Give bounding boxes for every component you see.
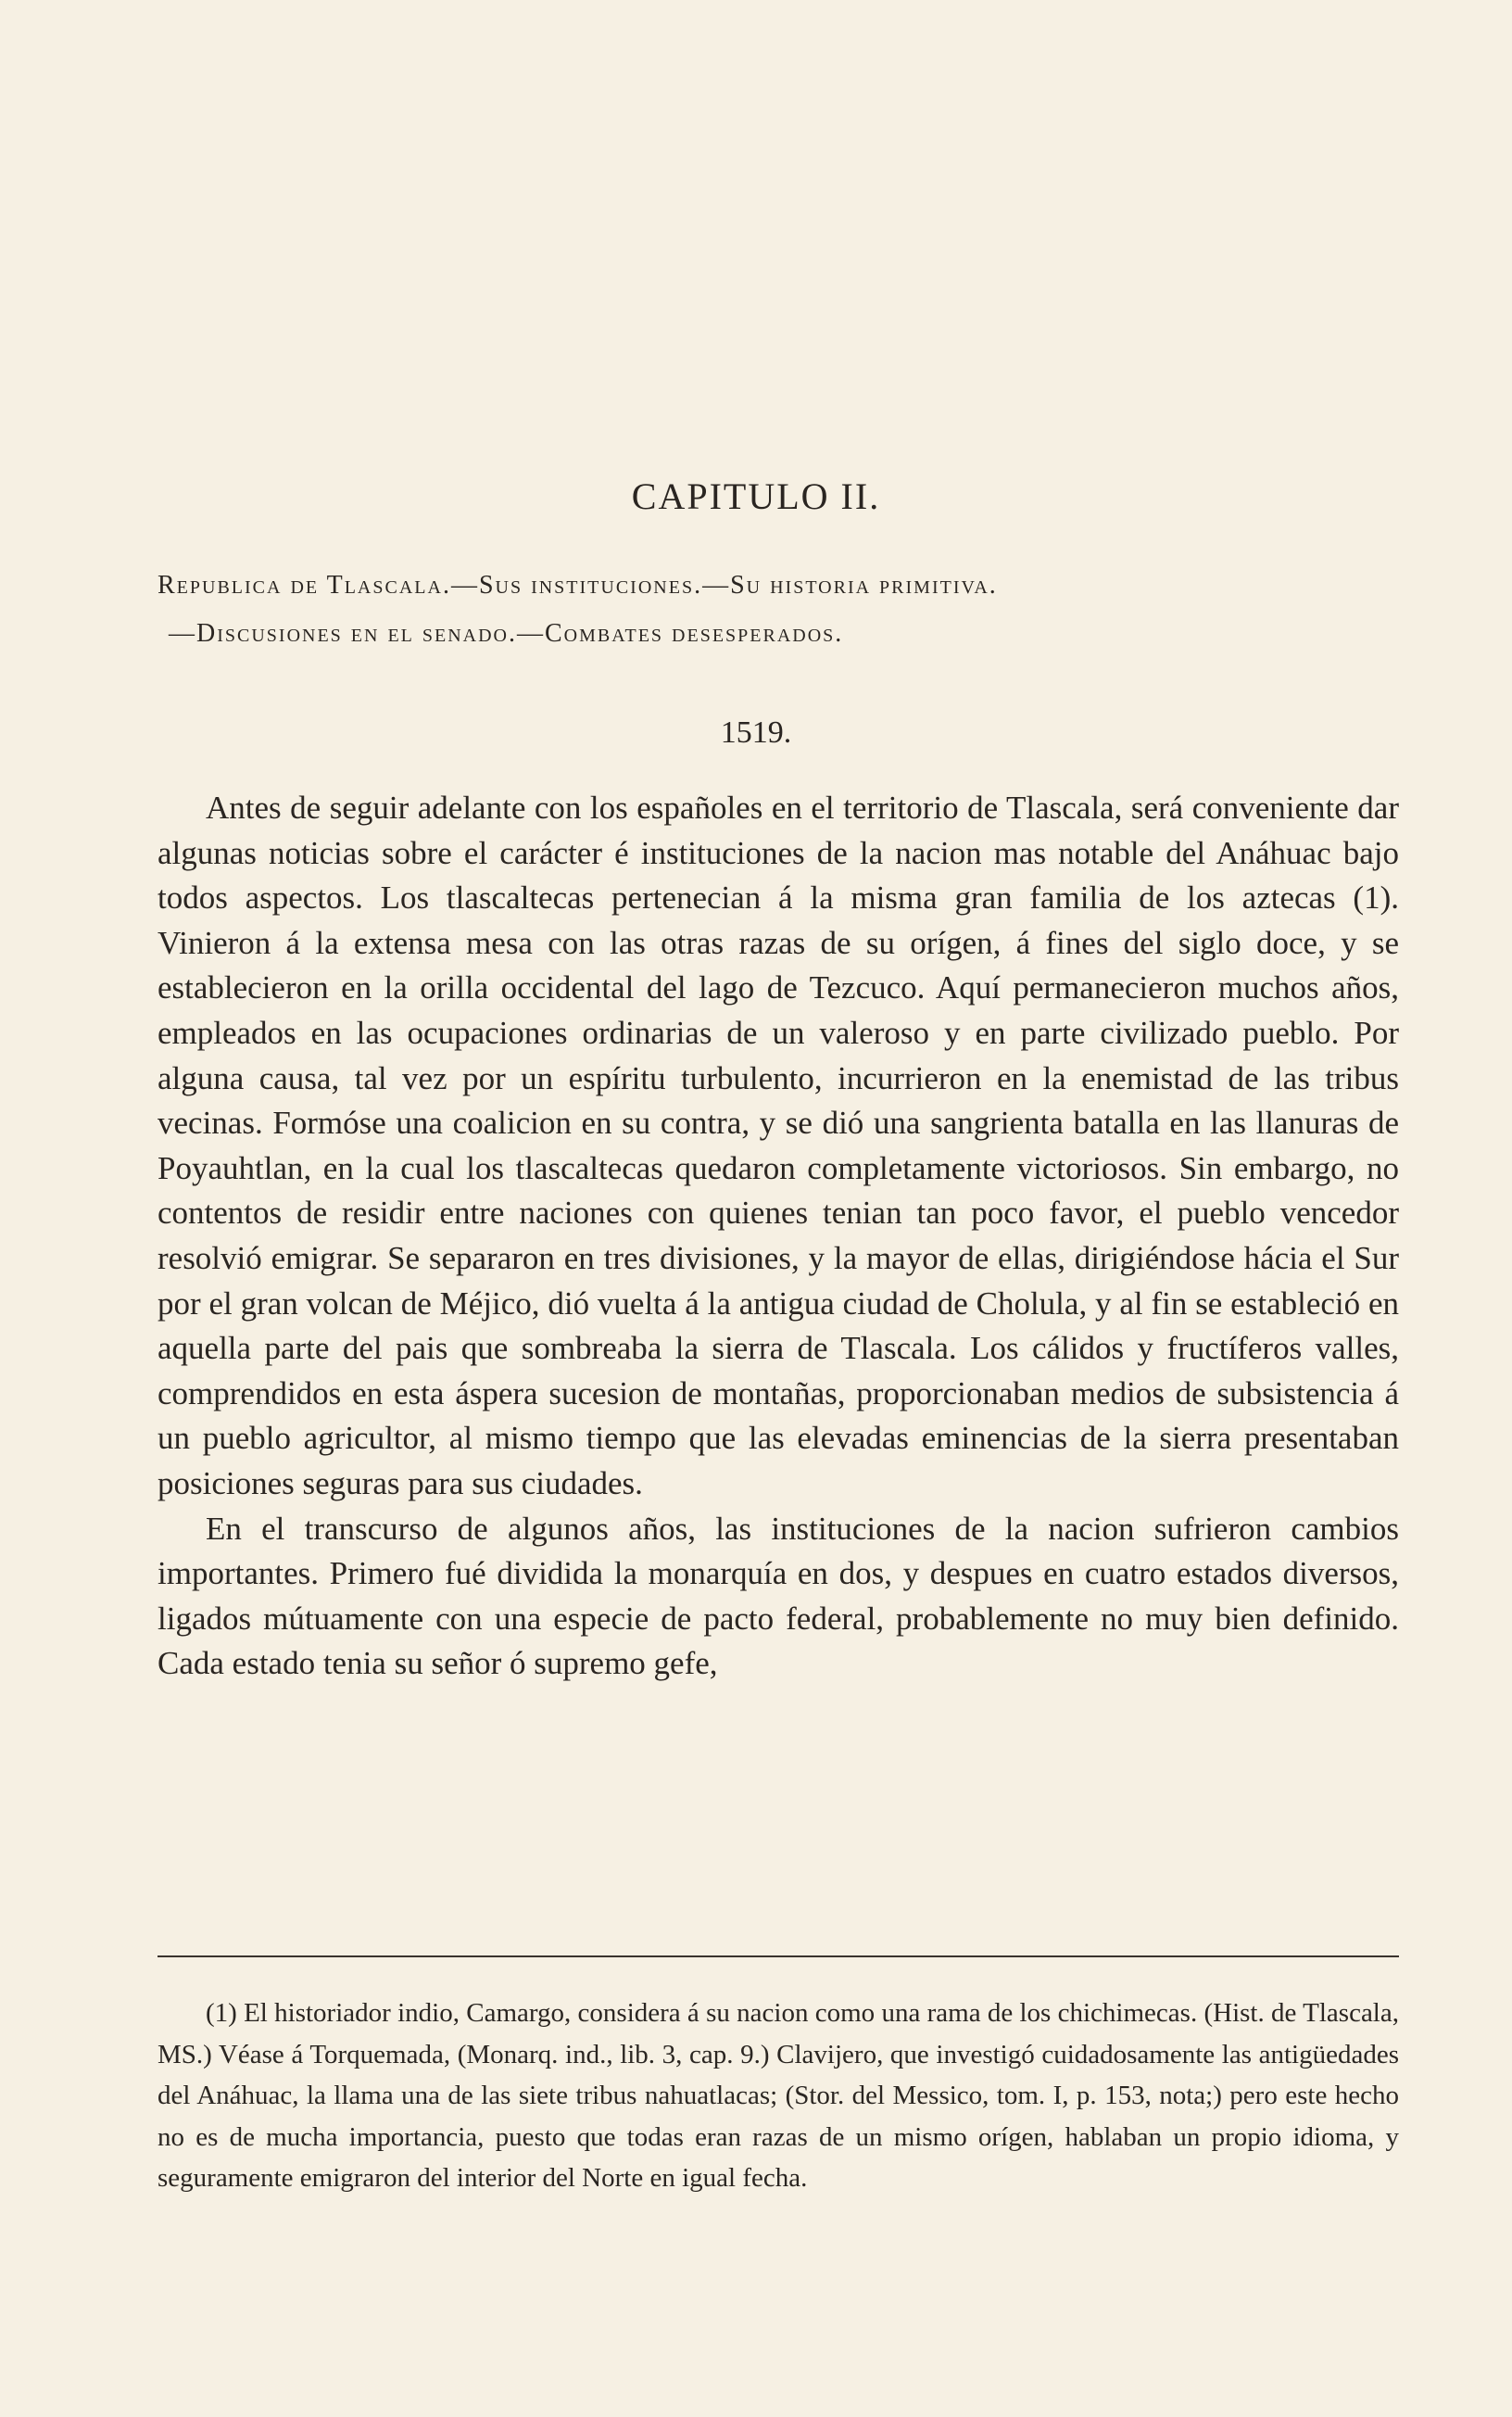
chapter-year: 1519. xyxy=(720,715,792,750)
body-paragraph-1: Antes de seguir adelante con los españoles en el territorio de Tlascala, será conveniente dar algunas noticias sobre el carácter é instituciones de la nacion mas notable del Anáhuac bajo todos aspectos. Los tlascaltecas pertenecian á la misma gran familia de los aztecas (1). Vinieron á la extensa mesa con las otras razas de su orígen, á fines del siglo doce, y se establecieron en la orilla occidental del lago de Tezcuco. Aquí permanecieron muchos años, empleados en las ocupaciones ordinarias de un valeroso y en parte civilizado pueblo. Por alguna causa, tal vez por un espíritu turbulento, incurrieron en la enemistad de las tribus vecinas. Formóse una coalicion en su contra, y se dió una sangrienta batalla en las llanuras de Poyauhtlan, en la cual los tlascaltecas quedaron completamente victoriosos. Sin embargo, no contentos de residir entre naciones con quienes tenian tan poco favor, el pueblo vencedor resolvió emigrar. Se separaron en tres divisiones, y la mayor de ellas, dirigiéndose hácia el Sur por el gran volcan de Méjico, dió vuelta á la antigua ciudad de Cholula, y al fin se estableció en aquella parte del pais que sombreaba la sierra de Tlascala. Los cálidos y fructíferos valles, comprendidos en esta áspera sucesion de montañas, proporcionaban medios de subsistencia á un pueblo agricultor, al mismo tiempo que las elevadas eminencias de la sierra presentaban posiciones seguras para sus ciudades. xyxy=(158,790,1399,1501)
footnote-divider xyxy=(158,1955,1399,1957)
footnote: (1) El historiador indio, Camargo, considera á su nacion como una rama de los chichimecas. (Hist. de Tlascala, MS.) Véase á Torquemada, (Monarq. ind., lib. 3, cap. 9.) Clavijero, que investigó cuidadosamente las antigüedades del Anáhuac, la llama una de las siete tribus nahuatlacas; (Stor. del Messico, tom. I, p. 153, nota;) pero este hecho no es de mucha importancia, puesto que todas eran razas de un mismo orígen, hablaban un propio idioma, y seguramente emigraron del interior del Norte en igual fecha. xyxy=(158,1998,1399,2193)
body-text xyxy=(158,786,1399,1687)
body-paragraph-2: En el transcurso de algunos años, las instituciones de la nacion sufrieron cambios importantes. Primero fué dividida la monarquía en dos, y despues en cuatro estados diversos, ligados mútuamente con una especie de pacto federal, probablemente no muy bien definido. Cada estado tenia su señor ó supremo gefe, xyxy=(158,1510,1399,1682)
chapter-summary-line-1: Republica de Tlascala.—Sus instituciones.—Su historia primitiva. xyxy=(158,571,998,600)
chapter-summary xyxy=(158,562,1399,658)
chapter-title: CAPITULO II. xyxy=(631,475,881,517)
chapter-summary-line-2: —Discusiones en el senado.—Combates desesperados. xyxy=(169,619,844,648)
